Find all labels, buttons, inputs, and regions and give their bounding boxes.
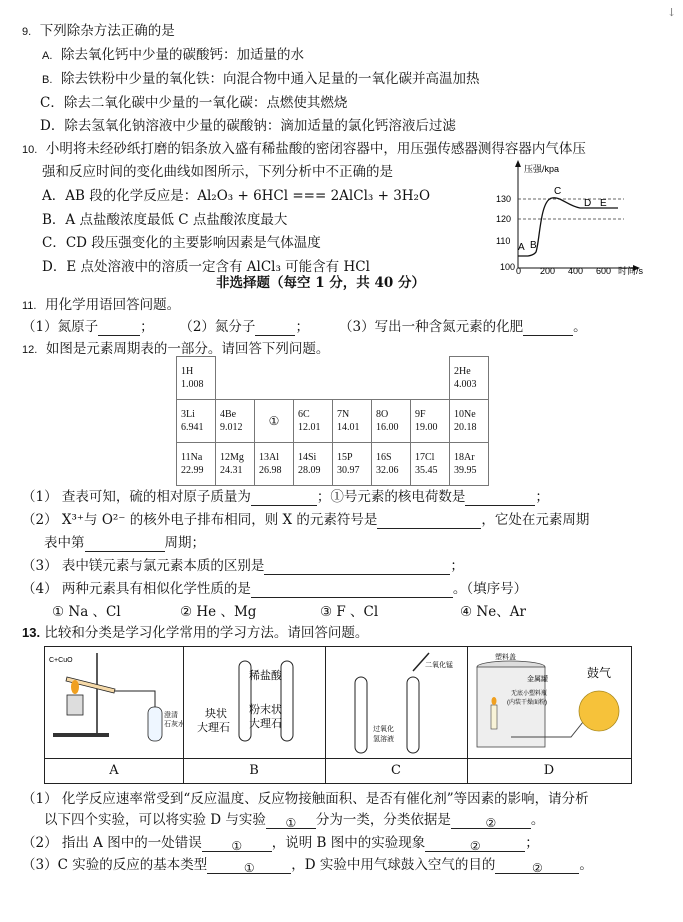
period-row-3: [177, 443, 489, 486]
ytick-100: 100: [500, 262, 516, 272]
q13-sub1-text-c: 分为一类，分类依据是: [315, 812, 451, 828]
xtick-0: 0: [516, 266, 522, 276]
q13-blank-3-1[interactable]: ①: [207, 859, 291, 874]
element-cell: [411, 400, 450, 443]
alcohol-lamp: [67, 695, 83, 715]
element-mass: 9.012: [220, 422, 243, 433]
point-d-label: D: [584, 198, 592, 209]
table-gap: [216, 357, 450, 400]
option-text: AB 段的化学反应是：Al₂O₃ + 6HCl === 2AlCl₃ + 3H₂O: [65, 188, 431, 204]
element-mass: 28.09: [298, 465, 321, 476]
element-mass: 14.01: [337, 422, 360, 433]
figure-c-note-catalyst: 二氧化锰: [425, 662, 453, 669]
apparatus-b-drawing: [183, 647, 325, 759]
q11-blank3[interactable]: [523, 321, 573, 336]
q13-number: 13.: [22, 625, 41, 640]
element-symbol: 4Be: [220, 409, 237, 420]
candle-flame: [492, 697, 497, 705]
q12-blank-difference[interactable]: [264, 560, 450, 575]
candle: [491, 705, 497, 729]
figure-d-note-flour: (内装干燥面粉): [507, 700, 547, 706]
q10-option-b: [42, 211, 287, 229]
figure-d-note-can: 金属罐: [527, 676, 548, 683]
q13-stem-text: 比较和分类是学习化学常用的学习方法。请回答问题。: [44, 625, 369, 641]
element-symbol: 11Na: [181, 452, 203, 463]
q13-sub3-text-a: （3）C 实验的反应的基本类型: [22, 857, 208, 873]
figure-b-note-acid: 稀盐酸: [249, 670, 282, 682]
choice-4: ④ Ne、Ar: [460, 604, 526, 620]
element-symbol: 7N: [337, 409, 350, 420]
option-text: 除去氧化钙中少量的碳酸钙：加适量的水: [61, 47, 304, 63]
point-c-label: C: [554, 186, 562, 197]
choice-3: ③ F 、Cl: [320, 604, 379, 620]
q10-stem-text: 小明将未经砂纸打磨的铝条放入盛有稀盐酸的密闭容器中，用压强传感器测得容器内气体压: [45, 141, 586, 157]
element-mass: 16.00: [376, 422, 399, 433]
element-symbol: 16S: [376, 452, 392, 463]
element-symbol: 10Ne: [454, 409, 476, 420]
q13-blank-3-2[interactable]: ②: [495, 859, 579, 874]
q12-sub2-text-d: 周期；: [164, 535, 205, 551]
ytick-110: 110: [496, 236, 511, 246]
q9-option-b: [42, 70, 480, 89]
element-symbol: 3Li: [181, 409, 195, 420]
element-symbol: 14Si: [298, 452, 317, 463]
xtick-600: 600: [596, 266, 612, 276]
q11-stem: [22, 296, 180, 315]
q12-sub1: （1） 查表可知，硫的相对原子质量为 ；①号元素的核电荷数是 ；: [22, 489, 549, 505]
figure-b: [183, 647, 326, 783]
point-a-label: A: [518, 242, 525, 253]
element-mass: 30.97: [337, 465, 360, 476]
semicolon: ；: [525, 835, 539, 851]
option-text: A 点盐酸浓度最低 C 点盐酸浓度最大: [65, 212, 288, 228]
option-text: CD 段压强变化的主要影响因素是气体温度: [65, 235, 321, 251]
y-axis-arrow: [515, 160, 521, 167]
element-symbol: ①: [268, 413, 280, 428]
point-e-label: E: [600, 198, 607, 209]
element-mass: 12.01: [298, 422, 321, 433]
option-text: 除去氢氧化钠溶液中少量的碳酸钠：滴加适量的氯化钙溶液后过滤: [64, 118, 456, 134]
figure-d: [467, 647, 631, 783]
q12-sub4-text-b: 。（填序号）: [452, 581, 528, 597]
q11-part2: （2）氮分子: [179, 319, 256, 335]
q11-part1: （1）氮原子: [22, 319, 99, 335]
element-symbol: 13Al: [259, 452, 279, 463]
q12-sub4-text-a: （4） 两种元素具有相似化学性质的是: [22, 581, 251, 597]
element-mass: 1.008: [181, 379, 204, 390]
element-cell: [450, 400, 489, 443]
q13-stem: [22, 624, 368, 642]
limewater-tube: [148, 707, 162, 741]
x-axis-label: 时间/s: [618, 266, 644, 276]
q9-number: 9.: [22, 26, 32, 38]
q10-stem-line1: [22, 140, 586, 159]
element-mass: 22.99: [181, 465, 204, 476]
q12-sub3-text: （3） 表中镁元素与氯元素本质的区别是: [22, 558, 265, 574]
ytick-130: 130: [496, 194, 512, 204]
q13-blank-1-1[interactable]: ①: [266, 814, 316, 829]
element-cell: [411, 443, 450, 486]
y-axis-label: 压强/kpa: [524, 164, 560, 174]
figure-b-note-marble1: 大理石: [197, 722, 230, 734]
element-mass: 39.95: [454, 465, 477, 476]
q11-blank1[interactable]: [98, 321, 140, 336]
stand-base: [53, 733, 109, 737]
figure-b-note-powder: 粉末状: [249, 704, 282, 716]
element-cell: [450, 443, 489, 486]
q12-blank-nuclear-charge[interactable]: [465, 491, 535, 506]
element-symbol: 2He: [454, 366, 471, 377]
option-text: E 点处溶液中的溶质一定含有 AlCl₃ 可能含有 HCl: [66, 259, 370, 275]
q12-blank-sulfur-mass[interactable]: [251, 491, 317, 506]
element-cell: [333, 400, 372, 443]
q12-sub2-cont: [44, 534, 205, 552]
element-cell: [216, 400, 255, 443]
q13-sub2: [22, 834, 539, 852]
figure-a-label: A: [45, 758, 183, 783]
q11-part3: （3）写出一种含氮元素的化肥: [338, 319, 524, 335]
test-tube-c2: [407, 677, 419, 753]
experiment-figures: [44, 646, 632, 784]
option-label: B．: [42, 212, 66, 228]
q13-blank-2-2[interactable]: ②: [425, 837, 525, 852]
element-cell: [372, 443, 411, 486]
figure-a: [45, 647, 184, 783]
periodic-table: [176, 356, 489, 486]
option-label: A.: [42, 50, 53, 62]
q11-answer-line: [22, 318, 587, 336]
option-label: B.: [42, 74, 53, 86]
q9-stem: [22, 22, 175, 41]
figure-a-note-reagent: C+CuO: [49, 657, 73, 664]
q12-sub2: [22, 511, 589, 529]
element-mass: 19.00: [415, 422, 438, 433]
q11-stem-text: 用化学用语回答问题。: [45, 297, 181, 313]
element-symbol: 18Ar: [454, 452, 475, 463]
corner-mark: ↓: [667, 6, 677, 19]
figure-a-note-limewater-1: 澄清: [164, 712, 178, 719]
ytick-120: 120: [496, 214, 512, 224]
q10-option-a: [42, 187, 430, 205]
q10-stem-line2: 强和反应时间的变化曲线如图所示，下列分析中不正确的是: [42, 164, 393, 180]
figure-c-note-peroxide1: 过氧化: [373, 726, 394, 733]
figure-a-note-limewater-2: 石灰水: [164, 721, 183, 728]
option-label: C．: [42, 235, 66, 251]
element-cell: [372, 400, 411, 443]
semicolon: ；: [295, 319, 309, 335]
element-cell: [333, 443, 372, 486]
q9-option-c: [40, 94, 347, 112]
q11-number: 11.: [22, 300, 37, 312]
element-symbol: 8O: [376, 409, 389, 420]
option-text: 除去二氧化碳中少量的一氧化碳：点燃使其燃烧: [63, 95, 348, 111]
element-symbol: 6C: [298, 409, 310, 420]
figure-c-note-peroxide2: 氢溶液: [373, 736, 394, 743]
q12-blank-symbol[interactable]: [377, 514, 481, 529]
q10-option-c: [42, 234, 321, 252]
figure-b-note-marble2: 大理石: [249, 718, 282, 730]
period: 。: [573, 319, 587, 335]
q13-sub2-text-b: ，说明 B 图中的实验现象: [271, 835, 426, 851]
q12-blank-period[interactable]: [85, 537, 165, 552]
element-cell: [294, 443, 333, 486]
figure-d-label: D: [467, 758, 631, 783]
pressure-time-chart: [496, 160, 666, 278]
q12-sub1-text-a: （1） 查表可知，硫的相对原子质量为: [22, 489, 251, 505]
option-label: D．: [42, 259, 67, 275]
q9-stem-text: 下列除杂方法正确的是: [39, 23, 175, 39]
q12-sub3: （3） 表中镁元素与氯元素本质的区别是 ；: [22, 558, 464, 574]
element-symbol: 1H: [181, 366, 194, 377]
element-cell-unknown: [255, 400, 294, 443]
period: 。: [530, 812, 545, 828]
q12-sub1-text-b: ；①号元素的核电荷数是: [316, 489, 466, 505]
apparatus-c-drawing: [325, 647, 467, 759]
period-row-1: [177, 357, 489, 400]
q12-sub2-text-b: ，它处在元素周期: [481, 512, 590, 528]
q13-blank-1-2[interactable]: ②: [451, 814, 531, 829]
q13-sub3-text-b: ，D 实验中用气球鼓入空气的目的: [291, 857, 496, 873]
element-mass: 35.45: [415, 465, 438, 476]
option-label: D．: [40, 118, 65, 134]
q13-sub1-line2: [44, 811, 544, 829]
q11-blank2[interactable]: [255, 321, 295, 336]
element-symbol: 9F: [415, 409, 426, 420]
period: 。: [579, 857, 593, 873]
q9-option-d: [40, 117, 456, 135]
figure-b-label: B: [183, 758, 325, 783]
point-b-label: B: [530, 240, 537, 251]
element-cell: [177, 400, 216, 443]
figure-c-label: C: [325, 758, 467, 783]
test-tube-b2: [281, 661, 293, 741]
figure-c: [325, 647, 468, 783]
element-cell: [450, 357, 489, 400]
element-cell: [177, 443, 216, 486]
element-mass: 26.98: [259, 465, 282, 476]
q10-number: 10.: [22, 144, 38, 156]
figure-d-note-blow: 鼓气: [587, 666, 612, 680]
q13-sub1-text-b: 以下四个实验，可以将实验 D 与实验: [44, 812, 266, 828]
element-symbol: 12Mg: [220, 452, 244, 463]
element-mass: 20.18: [454, 422, 477, 433]
semicolon: ；: [140, 319, 154, 335]
figure-d-note-lid: 塑料盖: [495, 654, 516, 661]
figure-b-note-lump: 块状: [205, 708, 227, 720]
choice-1: ① Na 、Cl: [52, 604, 121, 620]
element-cell: [177, 357, 216, 400]
balloon: [579, 691, 619, 731]
q13-sub3: [22, 856, 593, 874]
q12-stem-text: 如图是元素周期表的一部分。请回答下列问题。: [45, 341, 330, 357]
apparatus-a-drawing: [45, 647, 183, 759]
q9-option-a: [42, 46, 304, 65]
option-label: A．: [42, 188, 66, 204]
element-cell: [294, 400, 333, 443]
q13-sub1-line1: （1） 化学反应速率常受到“反应温度、反应物接触面积、是否有催化剂”等因素的影响，请分析: [22, 791, 589, 807]
q13-sub2-text-a: （2） 指出 A 图中的一处错误: [22, 835, 202, 851]
q12-number: 12.: [22, 344, 38, 356]
element-mass: 24.31: [220, 465, 243, 476]
choice-2: ② He 、Mg: [180, 604, 257, 620]
xtick-400: 400: [568, 266, 584, 276]
element-cell: [216, 443, 255, 486]
option-text: 除去铁粉中少量的氧化铁：向混合物中通入足量的一氧化碳并高温加热: [61, 71, 480, 87]
alcohol-lamp-flame: [71, 680, 79, 694]
element-mass: 32.06: [376, 465, 399, 476]
element-cell: [255, 443, 294, 486]
q12-sub4: [22, 580, 527, 598]
period-row-2: [177, 400, 489, 443]
element-symbol: 15P: [337, 452, 353, 463]
apparatus-d-drawing: [467, 647, 631, 759]
section-header: 非选择题（每空 1 分，共 40 分）: [216, 275, 425, 291]
figure-d-note-bottle: 无底小塑料瓶: [511, 691, 548, 697]
q13-blank-2-1[interactable]: ①: [202, 837, 272, 852]
q12-choices: [52, 603, 526, 621]
element-symbol: 17Cl: [415, 452, 435, 463]
option-label: C．: [40, 95, 64, 111]
element-mass: 6.941: [181, 422, 204, 433]
q12-sub2-text-c: 表中第: [44, 535, 85, 551]
test-tube-c1: [355, 677, 367, 753]
xtick-200: 200: [540, 266, 556, 276]
q12-blank-similar[interactable]: [251, 583, 453, 598]
q12-sub2-text-a: （2） X³⁺与 O²⁻ 的核外电子排布相同，则 X 的元素符号是: [22, 512, 378, 528]
element-mass: 4.003: [454, 379, 477, 390]
